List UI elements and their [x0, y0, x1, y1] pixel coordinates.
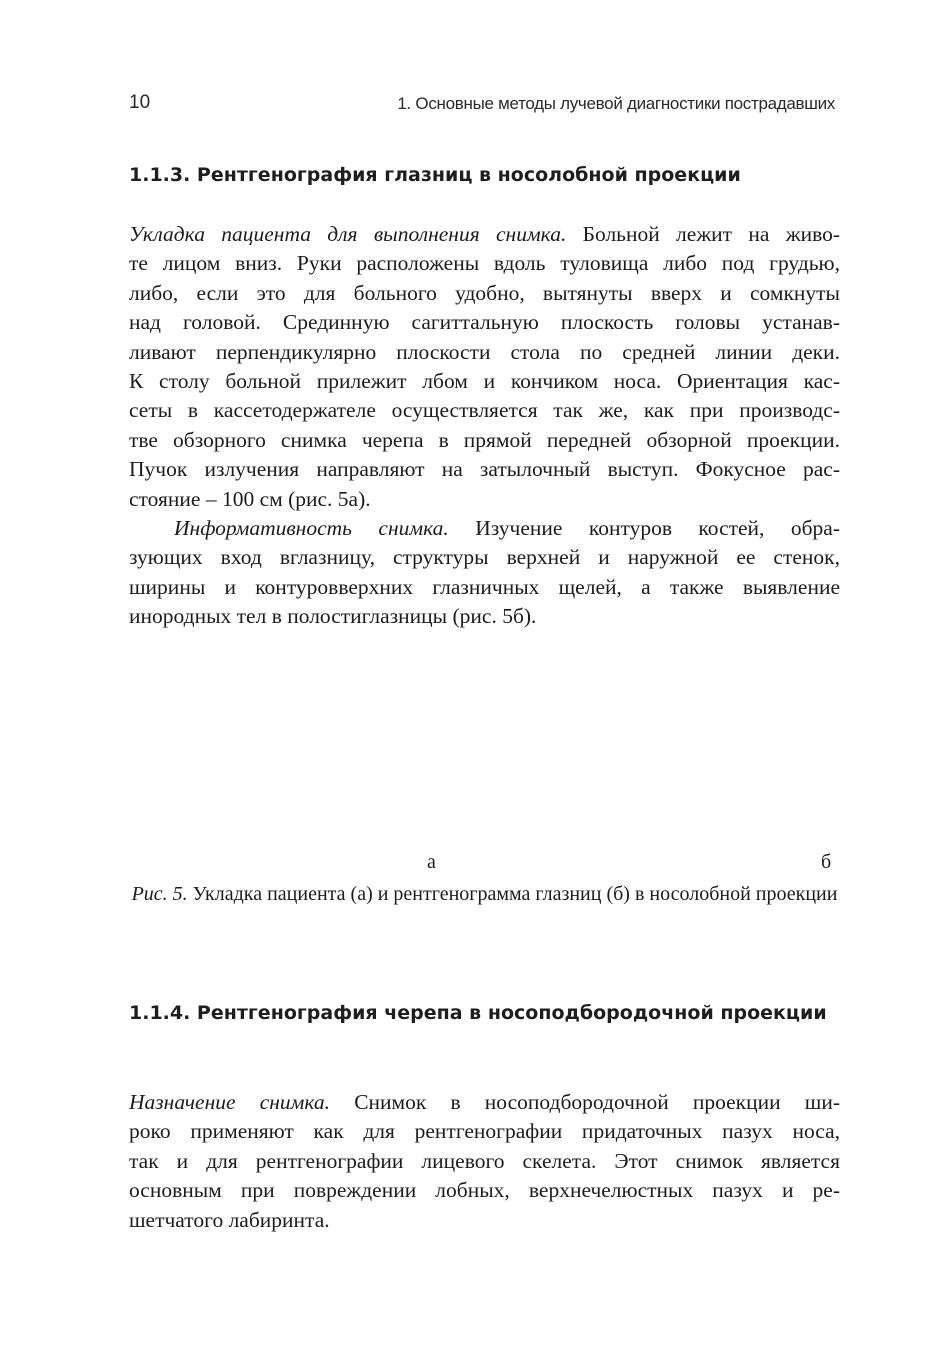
paragraph-image-purpose — [129, 1088, 840, 1235]
running-header — [129, 92, 835, 118]
paragraph-lead-italic: Назначение снимка. — [129, 1090, 331, 1114]
paragraph-line: шетчатого лабиринта. — [129, 1207, 330, 1232]
paragraph-line: сеты в кассетодержателе осуществляется так же, как при производс- — [129, 398, 840, 423]
paragraph-line: ширины и контуровверхних глазничных щелей, а также выявление — [129, 574, 840, 599]
paragraph-lead-italic: Информативность снимка. — [174, 516, 449, 540]
figure-caption — [129, 880, 840, 909]
caption-lead-italic: Рис. 5. — [131, 883, 188, 905]
paragraph-line: Пучок излучения направляют на затылочный выступ. Фокусное рас- — [129, 457, 840, 482]
paragraph-line: инородных тел в полостиглазницы (рис. 5б). — [129, 604, 537, 629]
paragraph-line: Информативность снимка. Изучение контуров костей, обра- — [174, 516, 841, 540]
paragraph-line: стояние – 100 см (рис. 5а). — [129, 486, 371, 511]
section-heading-1-1-4: 1.1.4. Рентгенография черепа в носоподбородочной проекции — [129, 1002, 827, 1024]
paragraph-line: Укладка пациента для выполнения снимка. Больной лежит на живо- — [129, 222, 841, 246]
figure-label-a: а — [427, 851, 436, 873]
paragraph-line: ливают перпендикулярно плоскости стола по средней линии деки. — [129, 339, 840, 364]
page-number: 10 — [129, 92, 151, 113]
caption-text: Укладка пациента (а) и рентгенограмма глазниц (б) в носолобной проекции — [192, 883, 838, 905]
paragraph-lead-italic: Укладка пациента для выполнения снимка. — [129, 222, 567, 246]
paragraph-line: Назначение снимка. Снимок в носоподбородочной проекции ши- — [129, 1090, 840, 1114]
paragraph-image-informativeness — [129, 514, 840, 632]
figure-label-b: б — [821, 851, 832, 873]
paragraph-line: так и для рентгенографии лицевого скелета. Этот снимок является — [129, 1148, 840, 1173]
paragraph-line: зующих вход вглазницу, структуры верхней и наружной ее стенок, — [129, 545, 840, 570]
paragraph-patient-positioning — [129, 220, 840, 514]
paragraph-line: тве обзорного снимка черепа в прямой передней обзорной проекции. — [129, 427, 840, 452]
section-heading-1-1-3: 1.1.3. Рентгенография глазниц в носолобной проекции — [129, 164, 741, 186]
paragraph-line: те лицом вниз. Руки расположены вдоль туловища либо под грудью, — [129, 251, 840, 276]
paragraph-line: К столу больной прилежит лбом и кончиком носа. Ориентация кас- — [129, 369, 840, 394]
paragraph-line: над головой. Срединную сагиттальную плоскость головы устанав- — [129, 310, 840, 335]
chapter-title: 1. Основные методы лучевой диагностики пострадавших — [397, 94, 835, 113]
paragraph-line: основным при повреждении лобных, верхнечелюстных пазух и ре- — [129, 1178, 840, 1203]
paragraph-line: либо, если это для больного удобно, вытянуты вверх и сомкнуты — [129, 280, 840, 305]
paragraph-line: роко применяют как для рентгенографии придаточных пазух носа, — [129, 1119, 840, 1144]
